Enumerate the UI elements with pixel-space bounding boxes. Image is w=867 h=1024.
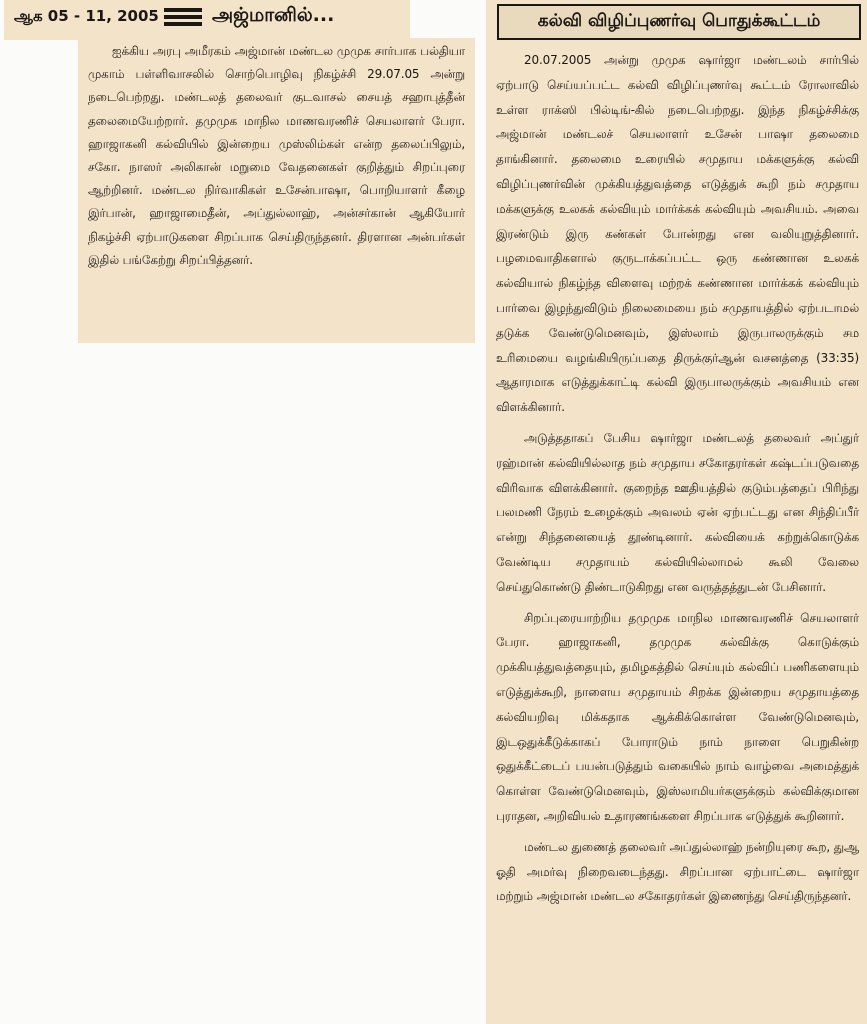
right-article-title: கல்வி விழிப்புணர்வு பொதுக்கூட்டம்	[537, 11, 821, 31]
right-article-paragraph-1: 20.07.2005 அன்று முமுக ஷார்ஜா மண்டலம் சார்பில் ஏற்பாடு செய்யப்பட்ட கல்வி விழிப்புணர்வு கூட்டம் ரோலாவில் உள்ள ராக்ஸி பில்டிங்-கில் நடைபெற்றது. இந்த நிகழ்ச்சிக்கு அஜ்மான் மண்டலச் செயலாளர் உசேன் பாஷா தலைமை தாங்கினார். தலைமை உரையில் சமுதாய மக்களுக்கு கல்வி விழிப்புணர்வின் முக்கியத்துவத்தை எடுத்துக் கூறி நம் சமுதாய மக்களுக்கு உலகக் கல்வியும் மார்க்கக் கல்வியும் அவசியம். அவை இரண்டும் இரு கண்கள் போன்றது என வலியுறுத்தினார். பழமைவாதிகளால் குருடாக்கப்பட்ட ஒரு கண்ணான உலகக் கல்வியால் நிகழ்ந்த விளைவு மற்றக் கண்ணான மார்க்கக் கல்வியும் பார்வை இழந்துவிடும் நிலைமையை நம் சமுதாயத்தில் ஏற்படாமல் தடுக்க வேண்டுமெனவும், இஸ்லாம் இருபாலருக்கும் சம உரிமையை வழங்கியிருப்பதை திருக்குர்ஆன் வசனத்தை (33:35) ஆதாரமாக எடுத்துக்காட்டி கல்வி இருபாலருக்கும் அவசியம் என விளக்கினார்.	[496, 53, 859, 415]
left-article-title: அஜ்மானில்...	[212, 4, 335, 26]
right-article-paragraph-3: சிறப்புரையாற்றிய தமுமுக மாநில மாணவரணிச் செயலாளர் பேரா. ஹாஜாகனி, தமுமுக கல்விக்கு கொடுக்கும் முக்கியத்துவத்தையும், தமிழகத்தில் செய்யும் கல்விப் பணிகளையும் எடுத்துக்கூறி, நாளைய சமுதாயம் சிறக்க இன்றைய சமுதாயத்தை கல்வியறிவு மிக்கதாக ஆக்கிக்கொள்ள வேண்டுமெனவும், இடஒதுக்கீடுக்காகப் போராடும் நாம் நாளை பெறுகின்ற ஒதுக்கீட்டைப் பயன்படுத்தும் வகையில் நாம் வாழ்வை அமைத்துக் கொள்ள வேண்டுமெனவும், இஸ்லாமியர்களுக்கும் கல்விக்குமான புராதன, அறிவியல் உதாரணங்களை சிறப்பாக எடுத்துக் கூறினார்.	[496, 610, 859, 823]
article-dateline: ஆக 05 - 11, 2005	[14, 7, 159, 25]
right-article-clipping	[486, 0, 867, 1024]
right-article-title-box	[497, 4, 861, 40]
left-article-body: ஐக்கிய அரபு அமீரகம் அஜ்மான் மண்டல முமுக சார்பாக பல்தியா முகாம் பள்ளிவாசலில் சொற்பொழிவு நிகழ்ச்சி 29.07.05 அன்று நடைபெற்றது. மண்டலத் தலைவர் குடவாசல் சையத் சஹாபுத்தீன் தலைமையேற்றார். தமுமுக மாநில மாணவரணிச் செயலாளர் பேரா. ஹாஜாகனி கல்வியில் இன்றைய முஸ்லிம்கள் என்ற தலைப்பிலும், சகோ. நாஸர் அலிகான் மறுமை வேதனைகள் குறித்தும் சிறப்புரை ஆற்றினர். மண்டல நிர்வாகிகள் உசேன்பாஷா, பொறியாளர் கீழை இர்பான், ஹாஜாமைதீன், அப்துல்லாஹ், அன்சர்கான் ஆகியோர் நிகழ்ச்சி ஏற்பாடுகளை சிறப்பாக செய்திருந்தனர். திரளான அன்பர்கள் இதில் பங்கேற்று சிறப்பித்தனர்.	[88, 44, 465, 267]
right-article-paragraph-2: அடுத்ததாகப் பேசிய ஷார்ஜா மண்டலத் தலைவர் அப்துர் ரஹ்மான் கல்வியில்லாத நம் சமுதாய சகோதரர்கள் கஷ்டப்படுவதை விரிவாக விளக்கினார். குறைந்த ஊதியத்தில் குடும்பத்தைப் பிரிந்து பலமணி நேரம் உழைக்கும் அவலம் ஏன் ஏற்பட்டது என சிந்திப்பீர் என்று சிந்தனையைத் தூண்டினார். கல்வியைக் கற்றுக்கொடுக்க வேண்டிய சமுதாயம் கல்வியில்லாமல் கூலி வேலை செய்துகொண்டு திண்டாடுகிறது என வருத்தத்துடன் பேசினார்.	[496, 430, 859, 594]
header-rule-bars	[164, 8, 202, 29]
right-article-paragraph-4: மண்டல துணைத் தலைவர் அப்துல்லாஹ் நன்றியுரை கூற, துஆ ஓதி அமர்வு நிறைவடைந்தது. சிறப்பான ஏற்பாட்டை ஷார்ஜா மற்றும் அஜ்மான் மண்டல சகோதரர்கள் இணைந்து செய்திருந்தனர்.	[496, 839, 859, 904]
left-article-clipping	[78, 38, 475, 343]
left-article-header	[4, 0, 410, 40]
